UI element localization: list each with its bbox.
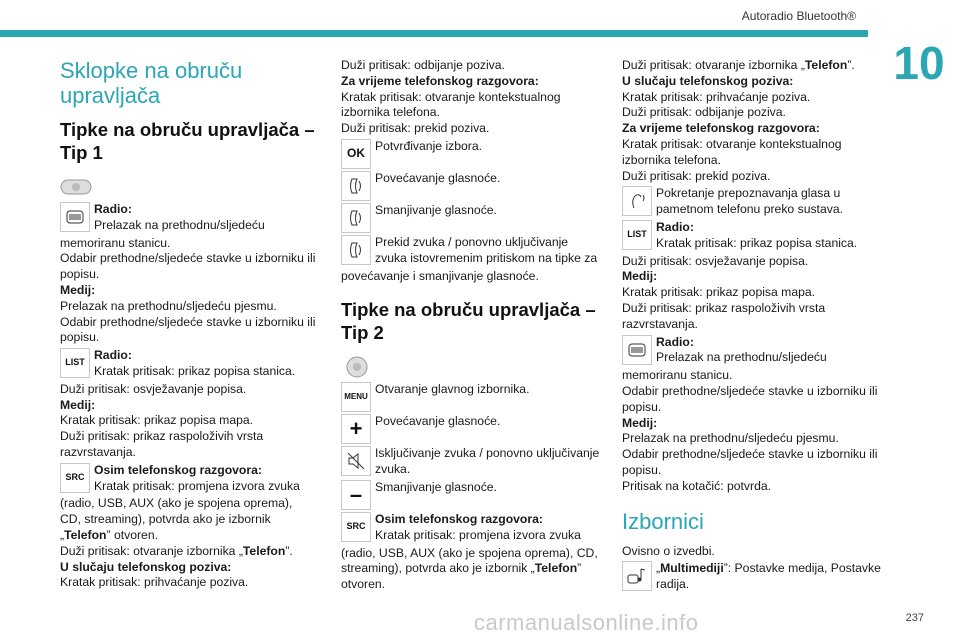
medij-rest: Prelazak na prethodnu/sljedeću pjesmu. Odabir prethodne/sljedeće stavke u izborniku ili popisu. [60, 298, 316, 345]
src2-item [341, 512, 603, 544]
src-icon: SRC [60, 463, 90, 493]
voice-recognition-icon [622, 186, 652, 216]
col3-phone-line: Duži pritisak: otvaranje izbornika „Telefon”. [622, 58, 855, 72]
steering-wheel-type1-icon [60, 176, 92, 198]
list-rest1: Duži pritisak: osvježavanje popisa. [60, 381, 247, 396]
mute2-text: Isključivanje zvuka / ponovno uključivanje zvuka. [375, 446, 600, 477]
list-item [60, 348, 316, 380]
list3-radio-label: Radio: [656, 219, 694, 234]
chapter-number: 10 [893, 37, 945, 89]
list3-rest1: Duži pritisak: osvježavanje popisa. [622, 253, 809, 268]
vol-up-item [341, 171, 603, 201]
mute-item [341, 235, 603, 267]
list-icon: LIST [622, 220, 652, 250]
mute2-item [341, 446, 603, 478]
volume-down-button-icon [341, 203, 371, 233]
list-medij-label: Medij: [60, 397, 96, 412]
mute-buttons-icon [341, 235, 371, 265]
vol-down-text: Smanjivanje glasnoće. [375, 202, 497, 217]
rotary-item [60, 202, 316, 234]
menus-intro: Ovisno o izvedbi. [622, 543, 715, 558]
mute-rest: povećavanje i smanjivanje glasnoće. [341, 268, 539, 283]
minus-item [341, 480, 603, 510]
rotary3-item [622, 335, 884, 367]
src-icon: SRC [341, 512, 371, 542]
ok-text: Potvrđivanje izbora. [375, 138, 483, 153]
vol-up-text: Povećavanje glasnoće. [375, 170, 501, 185]
src-line: Kratak pritisak: promjena izvora zvuka [94, 478, 300, 493]
list3-item [622, 220, 884, 252]
src2-rest: (radio, USB, AUX (ako je spojena oprema), CD, streaming), potvrda ako je izbornik „Telefon” otvoren. [341, 545, 598, 592]
multimedia-text: „Multimediji”: Postavke medija, Postavke radija. [656, 561, 881, 592]
plus-icon: + [341, 414, 371, 444]
plus-text: Povećavanje glasnoće. [375, 414, 501, 429]
src-rest: (radio, USB, AUX (ako je spojena oprema), CD, streaming), potvrda ako je izbornik „Telefon” otvoren. [60, 496, 293, 542]
watermark: carmanualsonline.info [474, 610, 699, 635]
minus-text: Smanjivanje glasnoće. [375, 479, 497, 494]
radio-label: Radio: [94, 202, 132, 216]
subtitle-type1: Tipke na obruču upravljača – Tip 1 [60, 119, 315, 163]
radio3-line: Prelazak na prethodnu/sljedeću [656, 350, 827, 365]
ok-item [341, 139, 603, 169]
col2-top-line: Duži pritisak: odbijanje poziva. [341, 58, 505, 72]
menu-text: Otvaranje glavnog izbornika. [375, 382, 530, 397]
column-2 [341, 58, 603, 593]
column-1 [60, 58, 316, 591]
rotary-wheel-icon [60, 202, 90, 232]
menu-item [341, 382, 603, 412]
menu-icon: MENU [341, 382, 371, 412]
multimedia-note-icon [622, 561, 652, 591]
src-item [60, 463, 316, 495]
during-call-rest: Kratak pritisak: otvaranje kontekstualnog izbornika telefona. Duži pritisak: prekid poziva. [341, 89, 561, 136]
list3-rest2: Kratak pritisak: prikaz popisa mapa. Duži pritisak: prikaz raspoloživih vrsta razvrstavanja. [622, 285, 826, 331]
multimedia-item [622, 561, 884, 593]
call-label: U slučaju telefonskog poziva: [60, 559, 232, 574]
medij3-rest: Prelazak na prethodnu/sljedeću pjesmu. Odabir prethodne/sljedeće stavke u izborniku ili popisu. Pritisak na kotačić: potvrda. [622, 431, 878, 493]
call-rest: Kratak pritisak: prihvaćanje poziva. [60, 575, 249, 590]
subtitle-type2: Tipke na obruču upravljača – Tip 2 [341, 299, 596, 344]
src-rest-phone: Duži pritisak: otvaranje izbornika „Telefon”. [60, 543, 293, 558]
plus-item [341, 414, 603, 444]
mute-line: Prekid zvuka / ponovno uključivanje zvuka istovremenim pritiskom na tipke za [375, 234, 598, 265]
rotary-wheel-icon [622, 335, 652, 365]
voice-item [622, 186, 884, 218]
page-number: 237 [905, 612, 924, 624]
mute-speaker-icon [341, 446, 371, 476]
during-call-label: Za vrijeme telefonskog razgovora: [622, 121, 820, 136]
radio3-rest: memoriranu stanicu. Odabir prethodne/sljedeće stavke u izborniku ili popisu. [622, 368, 878, 414]
volume-up-button-icon [341, 171, 371, 201]
radio3-label: Radio: [656, 334, 694, 349]
list-radio-label: Radio: [94, 348, 132, 363]
voice-text: Pokretanje prepoznavanja glasa u pametnom telefonu preko sustava. [656, 186, 843, 217]
medij3-label: Medij: [622, 415, 658, 430]
radio-rest: memoriranu stanicu. Odabir prethodne/sljedeće stavke u izborniku ili popisu. [60, 235, 316, 282]
list3-radio-line: Kratak pritisak: prikaz popisa stanica. [656, 235, 858, 250]
list-rest2: Kratak pritisak: prikaz popisa mapa. Duži pritisak: prikaz raspoloživih vrsta razvrstavanja. [60, 413, 264, 459]
header-title: Autoradio Bluetooth® [741, 9, 856, 23]
section-title-switches: Sklopke na obruču upravljača [60, 58, 243, 108]
list-icon: LIST [60, 348, 90, 378]
src2-label: Osim telefonskog razgovora: [375, 511, 543, 526]
ok-icon: OK [341, 139, 371, 169]
call-label: U slučaju telefonskog poziva: [622, 73, 794, 88]
list-radio-line: Kratak pritisak: prikaz popisa stanica. [94, 363, 296, 378]
src2-line: Kratak pritisak: promjena izvora zvuka [375, 527, 581, 542]
vol-down-item [341, 203, 603, 233]
radio-line: Prelazak na prethodnu/sljedeću [94, 217, 265, 232]
call-rest: Kratak pritisak: prihvaćanje poziva. Duži pritisak: odbijanje poziva. [622, 89, 811, 120]
list3-medij-label: Medij: [622, 269, 658, 284]
during-call-label: Za vrijeme telefonskog razgovora: [341, 73, 539, 88]
steering-wheel-type2-icon [341, 356, 373, 378]
src-label: Osim telefonskog razgovora: [94, 462, 262, 477]
medij-label: Medij: [60, 282, 96, 297]
minus-icon: – [341, 480, 371, 510]
header-accent-bar [0, 30, 868, 37]
column-3 [622, 58, 884, 595]
during-call-rest: Kratak pritisak: otvaranje kontekstualnog izbornika telefona. Duži pritisak: prekid poziva. [622, 136, 842, 183]
section-title-menus: Izbornici [622, 508, 704, 534]
